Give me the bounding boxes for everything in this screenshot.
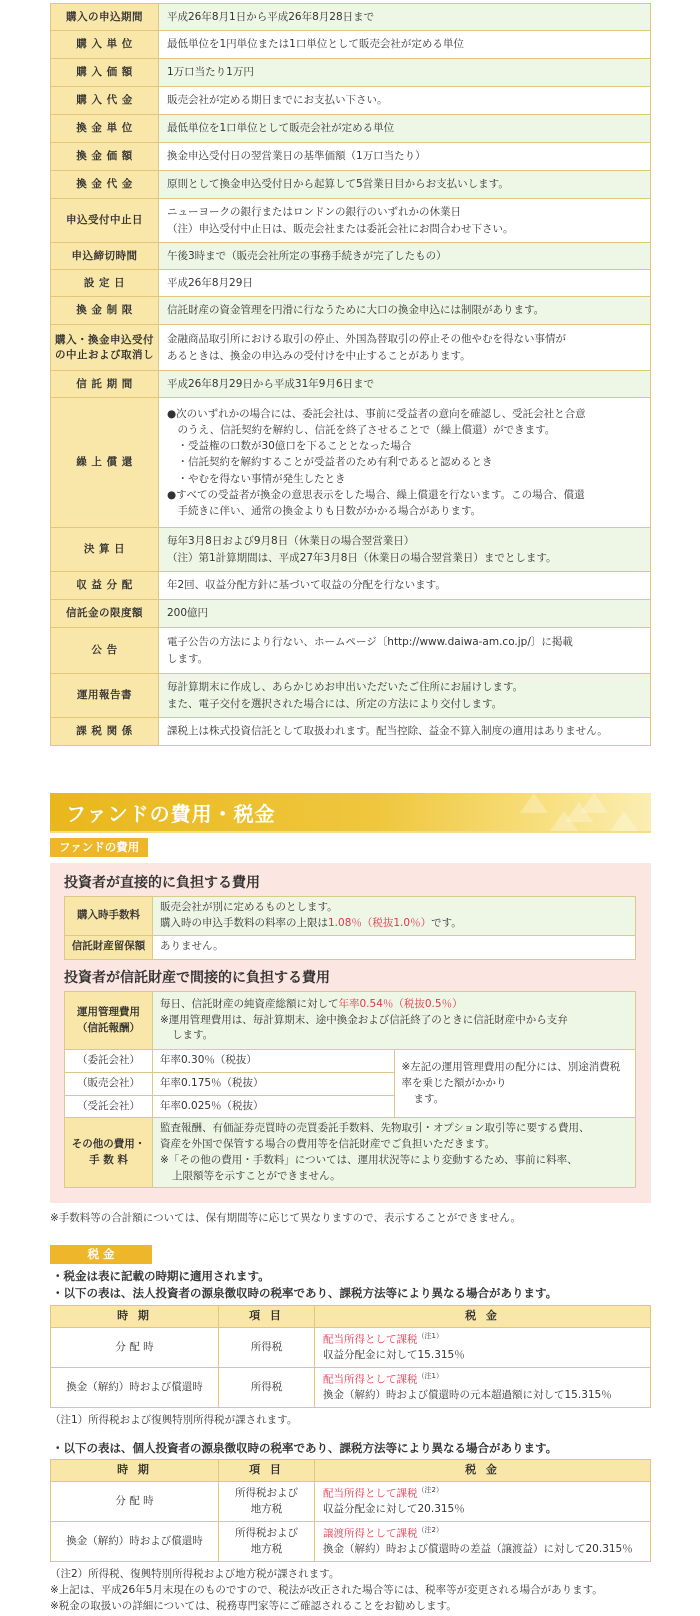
indirect-fees-heading: 投資者が信託財産で間接的に負担する費用 [64,970,330,986]
band-decoration [610,811,638,831]
overview-value [159,628,651,674]
other-fees-value [153,1118,636,1188]
overview-value [159,115,651,143]
purchase-fee-row [65,897,636,936]
breakdown-note-line2: ます。 [413,1092,445,1105]
management-fee-value [153,992,636,1050]
tax-rate-text: 換金（解約）時および償還時の差益（譲渡益）に対して20.315％ [323,1543,633,1556]
tax-type: 配当所得として課税 [323,1333,418,1346]
overview-key: 購 入 代 金 [51,87,159,115]
retention-value: ありません。 [153,935,636,959]
overview-value [159,371,651,398]
tax-type: 配当所得として課税 [323,1373,418,1386]
overview-row [51,115,651,143]
overview-value [159,171,651,199]
tax-bullet-3: ・以下の表は、個人投資者の源泉徴収時の税率であり、課税方法等により異なる場合があります。 [52,1441,558,1455]
tax-note-2: （注2）所得税、復興特別所得税および地方税が課されます。 [50,1568,340,1580]
overview-row [51,243,651,270]
management-fee-row [65,992,636,1050]
overview-value-line: 原則として換金申込受付日から起算して5営業日目からお支払いします。 [167,178,509,191]
overview-value [159,398,651,528]
tax-row [51,1522,651,1562]
overview-key: 換 金 制 限 [51,297,159,325]
overview-value [159,600,651,628]
tax-footnote-ref: （注2） [417,1526,443,1534]
overview-row [51,199,651,243]
other-fees-key-line1: その他の費用・ [71,1138,146,1150]
overview-key: 繰 上 償 還 [51,398,159,528]
overview-row [51,600,651,628]
overview-row [51,572,651,600]
tax-period: 換金（解約）時および償還時 [51,1368,219,1408]
tax-type: 配当所得として課税 [323,1487,418,1500]
management-fee-key-line2: （信託報酬） [77,1021,140,1034]
overview-value-line: 毎年3月8日および9月8日（休業日の場合翌営業日） [167,535,415,548]
overview-value-line: 最低単位を1円単位または1口単位として販売会社が定める単位 [167,38,464,51]
tax-bullet-1: ・税金は表に記載の時期に適用されます。 [52,1269,270,1283]
overview-value-line: 信託財産の資金管理を円滑に行なうために大口の換金申込には制限があります。 [167,304,545,317]
overview-value [159,270,651,297]
overview-row [51,31,651,59]
overview-value-line: ●次のいずれかの場合には、委託会社は、事前に受益者の意向を確認し、受託会社と合意 [167,407,586,420]
tax-bullet-2: ・以下の表は、法人投資者の源泉徴収時の税率であり、課税方法等により異なる場合があります。 [52,1286,558,1300]
tax-footnote-ref: （注2） [417,1486,443,1494]
overview-value [159,674,651,718]
tax-footnote-ref: （注1） [417,1332,443,1340]
overview-value-line: のうえ、信託契約を解約し、信託を終了させることで（繰上償還）ができます。 [167,423,556,436]
management-fee-key [65,992,153,1050]
tax-rate-text: 換金（解約）時および償還時の元本超過額に対して15.315％ [323,1389,612,1402]
overview-value-line: ・やむを得ない事情が発生したとき [167,472,346,485]
purchase-fee-rate: 1.08％（税抜1.0％） [328,916,432,929]
corporate-tax-table [50,1305,651,1408]
other-fees-row [65,1118,636,1188]
overview-key: 信 託 期 間 [51,371,159,398]
breakdown-name: （受託会社） [65,1095,153,1118]
other-fees-line: 監査報酬、有価証券売買時の売買委託手数料、先物取引・オプション取引等に要する費用、 [160,1122,590,1135]
overview-value-line: また、電子交付を選択された場合には、所定の方法により交付します。 [167,697,503,710]
breakdown-note-line1: ※左記の運用管理費用の配分には、別途消費税率を乗じた額がかかり [401,1061,621,1089]
overview-value [159,143,651,171]
fund-overview-table [50,3,651,746]
purchase-fee-line1: 販売会社が別に定めるものとします。 [160,901,338,913]
overview-value-line: 換金申込受付日の翌営業日の基準価額（1万口当たり） [167,150,426,163]
management-fee-rate: 年率0.54％（税抜0.5％） [338,997,463,1010]
overview-key: 申込締切時間 [51,243,159,270]
overview-value-line: （注）第1計算期間は、平成27年3月8日（休業日の場合翌営業日）までとします。 [167,551,557,564]
overview-value [159,199,651,243]
purchase-fee-text-end: です。 [431,916,462,929]
overview-key: 換 金 単 位 [51,115,159,143]
total-fee-note: ※手数料等の合計額については、保有期間等に応じて異なりますので、表示することができません。 [50,1212,522,1224]
fund-fees-box [50,863,651,1203]
overview-value-line: 毎計算期末に作成し、あらかじめお申出いただいたご住所にお届けします。 [167,681,524,694]
management-fee-text: 毎日、信託財産の純資産総額に対して [160,997,339,1010]
overview-row [51,143,651,171]
tax-tag: 税 金 [50,1245,152,1264]
tax-item: 所得税 [219,1328,315,1368]
tax-item [219,1522,315,1562]
management-fee-note-cont: します。 [172,1029,214,1042]
other-fees-key-line2: 手 数 料 [89,1153,128,1166]
overview-key: 換 金 価 額 [51,143,159,171]
overview-value-line: 手続きに伴い、通常の換金よりも日数がかかる場合があります。 [167,505,482,518]
overview-key: 公 告 [51,628,159,674]
overview-row [51,674,651,718]
purchase-fee-value [153,897,636,936]
tax-item-line2: 地方税 [250,1542,283,1555]
overview-value [159,528,651,572]
overview-row [51,59,651,87]
overview-value-line: 電子公告の方法により行ない、ホームページ〔http://www.daiwa-am.co.jp/〕に掲載 [167,636,573,649]
overview-value-line: 平成26年8月1日から平成26年8月28日まで [167,10,375,23]
overview-value-line: 課税上は株式投資信託として取扱われます。配当控除、益金不算入制度の適用はありません。 [167,725,608,738]
breakdown-row [65,1050,636,1073]
tax-item-line2: 地方税 [250,1502,283,1515]
header-item: 項 目 [219,1460,315,1482]
tax-note-1: （注1）所得税および復興特別所得税が課されます。 [50,1414,298,1426]
overview-key: 課 税 関 係 [51,718,159,746]
header-period: 時 期 [51,1306,219,1328]
overview-value [159,572,651,600]
overview-value-line: 平成26年8月29日から平成31年9月6日まで [167,377,375,390]
overview-value [159,325,651,371]
tax-footnote-ref: （注1） [417,1372,443,1380]
band-decoration [565,802,593,822]
overview-key: 決 算 日 [51,528,159,572]
overview-key: 申込受付中止日 [51,199,159,243]
direct-fees-heading: 投資者が直接的に負担する費用 [64,875,260,891]
overview-row [51,87,651,115]
overview-value-line: ●すべての受益者が換金の意思表示をした場合、繰上償還を行ないます。この場合、償還 [167,488,585,501]
breakdown-rate: 年率0.025％（税抜） [153,1095,395,1118]
overview-key: 収 益 分 配 [51,572,159,600]
tax-row [51,1328,651,1368]
tax-item-line1: 所得税および [235,1486,298,1499]
overview-key: 購入・換金申込受付の中止および取消し [51,325,159,371]
overview-value-line: 最低単位を1口単位として販売会社が定める単位 [167,122,395,135]
direct-fees-table [64,896,636,960]
purchase-fee-text: 購入時の申込手数料の料率の上限は [160,916,328,929]
overview-value-line: 金融商品取引所における取引の停止、外国為替取引の停止その他やむを得ない事情が [167,333,566,346]
tax-note-3: ※上記は、平成26年5月末現在のものですので、税法が改正された場合等には、税率等が変更される場合があります。 [50,1584,603,1596]
overview-value-line: 販売会社が定める期日までにお支払い下さい。 [167,94,388,107]
purchase-fee-key: 購入時手数料 [65,897,153,936]
overview-value-line: 午後3時まで（販売会社所定の事務手続きが完了したもの） [167,249,447,262]
overview-key: 信託金の限度額 [51,600,159,628]
retention-row [65,935,636,959]
breakdown-name: （販売会社） [65,1072,153,1095]
tax-row [51,1482,651,1522]
tax-item [219,1482,315,1522]
overview-row [51,628,651,674]
tax-item-line1: 所得税および [235,1526,298,1539]
tax-rate-text: 収益分配金に対して15.315％ [323,1349,465,1362]
indirect-fees-table [64,991,636,1188]
header-tax: 税 金 [315,1306,651,1328]
overview-value-line: 平成26年8月29日 [167,276,253,289]
overview-value [159,718,651,746]
overview-value [159,297,651,325]
overview-key: 換 金 代 金 [51,171,159,199]
management-fee-key-line1: 運用管理費用 [77,1005,140,1018]
overview-key: 運用報告書 [51,674,159,718]
retention-key: 信託財産留保額 [65,935,153,959]
tax-period: 分 配 時 [51,1482,219,1522]
header-item: 項 目 [219,1306,315,1328]
tax-row [51,1368,651,1408]
tax-item: 所得税 [219,1368,315,1408]
breakdown-name: （委託会社） [65,1050,153,1073]
breakdown-rate: 年率0.175％（税抜） [153,1072,395,1095]
overview-value-line: あるときは、換金の申込みの受付けを中止することがあります。 [167,349,471,362]
overview-value-line: 1万口当たり1万円 [167,66,254,79]
band-underline [50,831,651,833]
overview-value [159,4,651,31]
tax-header-row [51,1306,651,1328]
tax-period: 換金（解約）時および償還時 [51,1522,219,1562]
fund-fees-tag: ファンドの費用 [50,838,148,857]
overview-row [51,371,651,398]
breakdown-note [394,1050,636,1118]
overview-key: 購 入 価 額 [51,59,159,87]
other-fees-key [65,1118,153,1188]
overview-value-line: 200億円 [167,607,209,620]
tax-detail [315,1328,651,1368]
overview-row [51,297,651,325]
overview-key: 購 入 単 位 [51,31,159,59]
tax-detail [315,1482,651,1522]
overview-row [51,171,651,199]
tax-note-4: ※税金の取扱いの詳細については、税務専門家等にご確認されることをお勧めします。 [50,1600,457,1612]
overview-value-line: します。 [167,652,209,665]
section-title: ファンドの費用・税金 [66,802,276,826]
other-fees-line: ※「その他の費用・手数料」については、運用状況等により変動するため、事前に料率、 [160,1153,578,1166]
tax-header-row [51,1460,651,1482]
overview-value-line: ・受益権の口数が30億口を下ることとなった場合 [167,440,412,453]
tax-detail [315,1522,651,1562]
overview-row [51,325,651,371]
other-fees-line: 上限額等を示すことができません。 [172,1169,341,1182]
overview-value [159,243,651,270]
tax-detail [315,1368,651,1408]
overview-value-line: ・信託契約を解約することが受益者のため有利であると認めるとき [167,456,493,469]
section-header-band [50,793,651,831]
overview-row [51,4,651,31]
overview-value-line: ニューヨークの銀行またはロンドンの銀行のいずれかの休業日 [167,206,461,219]
tax-period: 分 配 時 [51,1328,219,1368]
overview-value-line: （注）申込受付中止日は、販売会社または委託会社にお問合わせ下さい。 [167,222,514,235]
tax-rate-text: 収益分配金に対して20.315％ [323,1503,465,1516]
overview-row [51,398,651,528]
overview-row [51,270,651,297]
header-tax: 税 金 [315,1460,651,1482]
management-fee-note: ※運用管理費用は、毎計算期末、途中換金および信託終了のときに信託財産中から支弁 [160,1013,568,1026]
overview-key: 購入の申込期間 [51,4,159,31]
overview-row [51,528,651,572]
overview-value [159,87,651,115]
overview-value [159,31,651,59]
individual-tax-table [50,1459,651,1562]
band-decoration [520,793,548,813]
breakdown-rate: 年率0.30％（税抜） [153,1050,395,1073]
tax-type: 譲渡所得として課税 [323,1527,418,1540]
header-period: 時 期 [51,1460,219,1482]
other-fees-line: 資産を外国で保管する場合の費用等を信託財産でご負担いただきます。 [160,1138,496,1150]
overview-value [159,59,651,87]
overview-key: 設 定 日 [51,270,159,297]
overview-value-line: 年2回、収益分配方針に基づいて収益の分配を行ないます。 [167,579,446,592]
overview-row [51,718,651,746]
